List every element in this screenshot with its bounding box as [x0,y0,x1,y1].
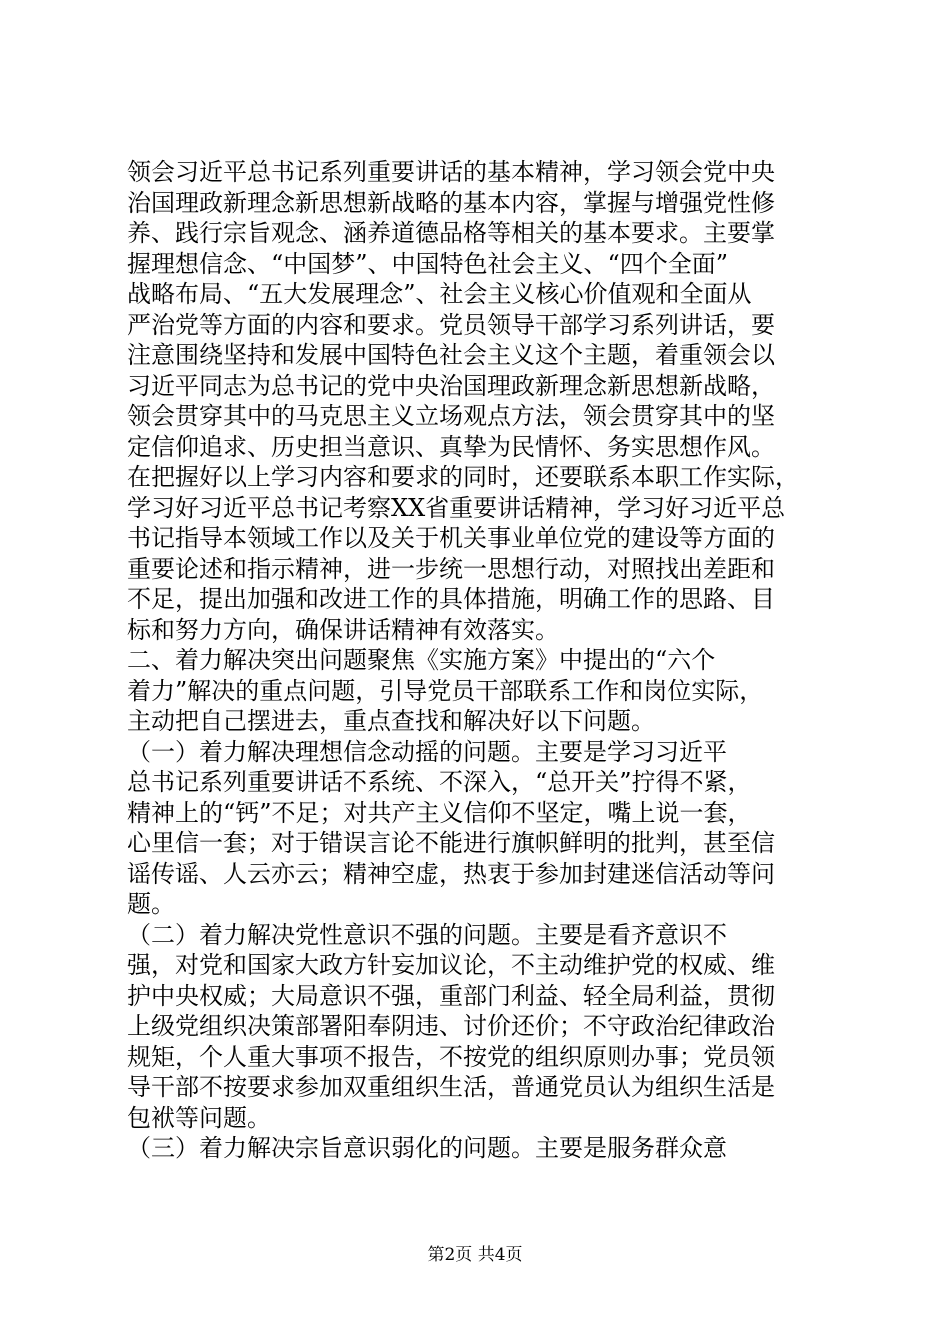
paragraph-item-three: （三）着力解决宗旨意识弱化的问题。主要是服务群众意 [127,1134,727,1162]
paragraph-item-two: （二）着力解决党性意识不强的问题。主要是看齐意识不 强，对党和国家大政方针妄加议论，不主动维护党的权威、维 护中央权威；大局意识不强，重部门利益、轻全局利益，贯彻 上级党组织决策部署阳奉阴违、讨价还价；不守政治纪律政治 规矩，个人重大事项不报告，不按党的组织原则办事；党员领 导干部不按要求参加双重组织生活，普通党员认为组织生活是 包袱等问题。 [127,920,775,1132]
paragraph-item-one: （一）着力解决理想信念动摇的问题。主要是学习习近平 总书记系列重要讲话不系统、不深入，“总开关”拧得不紧， 精神上的“钙”不足；对共产主义信仰不坚定，嘴上说一套， 心里信一套；对于错误言论不能进行旗帜鲜明的批判，甚至信 谣传谣、人云亦云；精神空虚，热衷于参加封建迷信活动等问 题。 [127,737,775,918]
paragraph-study-content: 领会习近平总书记系列重要讲话的基本精神，学习领会党中央 治国理政新理念新思想新战略的基本内容，掌握与增强党性修 养、践行宗旨观念、涵养道德品格等相关的基本要求。主要掌 握理想信念、“中国梦”、中国特色社会主义、“四个全面” 战略布局、“五大发展理念”、社会主义核心价值观和全面从 严治党等方面的内容和要求。党员领导干部学习系列讲话，要 注意围绕坚持和发展中国特色社会主义这个主题，着重领会以 习近平同志为总书记的党中央治国理政新理念新思想新战略， 领会贯穿其中的马克思主义立场观点方法，领会贯穿其中的坚 定信仰追求、历史担当意识、真挚为民情怀、务实思想作风。 在把握好以上学习内容和要求的同时，还要联系本职工作实际， 学习好习近平总书记考察XX省重要讲话精神，学习好习近平总 书记指导本领域工作以及关于机关事业单位党的建设等方面的 重要论述和指示精神，进一步统一思想行动，对照找出差距和 不足，提出加强和改进工作的具体措施，明确工作的思路、目 标和努力方向，确保讲话精神有效落实。 [127,158,799,644]
document-body [127,157,827,1164]
page-footer: 第2页 共4页 [427,1245,523,1265]
paragraph-section-two: 二、着力解决突出问题聚焦《实施方案》中提出的“六个 着力”解决的重点问题，引导党员干部联系工作和岗位实际， 主动把自己摆进去，重点查找和解决好以下问题。 [127,646,764,735]
